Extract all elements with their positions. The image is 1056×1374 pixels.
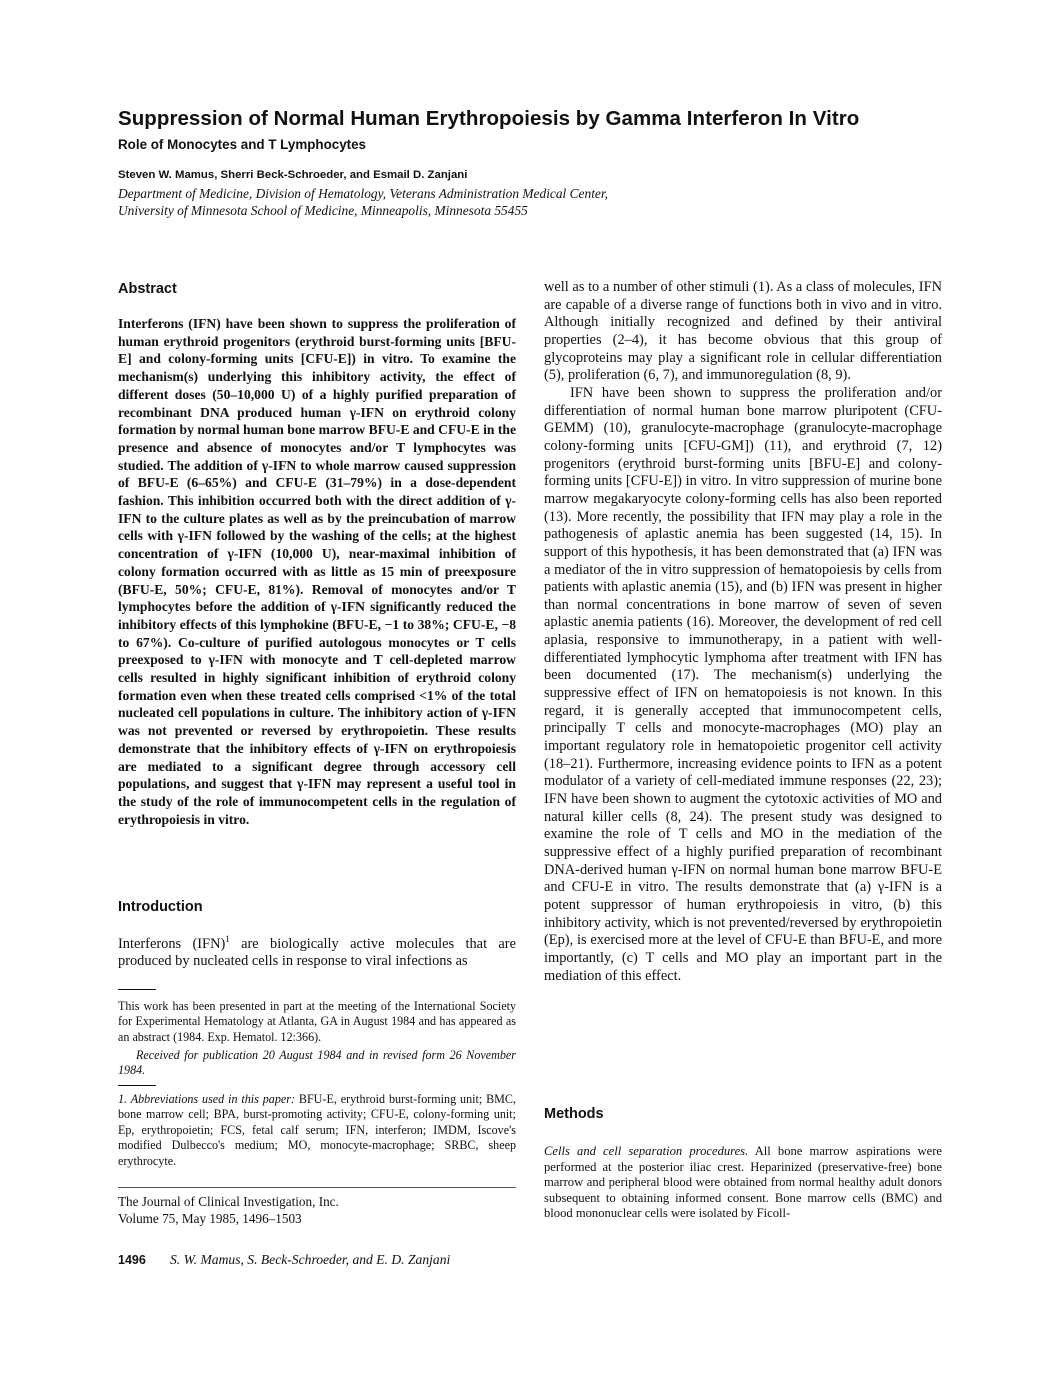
abbrev-label: 1. Abbreviations used in this paper:	[118, 1092, 295, 1106]
methods-paragraph: All bone marrow aspirations were performed at the posterior iliac crest. Heparinized (preservative-free) bone marrow and peripheral blood were obtained from normal healthy adult donors subsequent to obtaining informed consent. Bone marrow cells (BMC) and blood mononuclear cells were isolated by Ficoll-	[544, 1144, 942, 1221]
footnote-divider-2	[118, 1085, 156, 1086]
abbrev-text: BFU-E, erythroid burst-forming unit; BMC, bone marrow cell; BPA, burst-promoting activity; CFU-E, colony-forming unit; Ep, erythropoietin; FCS, fetal calf serum; IFN, interferon; IMDM, Iscove's modified Dulbecco's medium; MO, monocyte-macrophage; SRBC, sheep erythrocyte.	[118, 1092, 516, 1168]
methods-subheading: Cells and cell separation procedures.	[544, 1144, 749, 1158]
journal-name: The Journal of Clinical Investigation, Inc.	[118, 1194, 339, 1209]
intro-start: Interferons (IFN)	[118, 935, 226, 952]
introduction-text-right	[544, 279, 942, 985]
intro-rest: are biologically active molecules that are produced by nucleated cells in response to viral infections as	[118, 935, 516, 970]
author-list: Steven W. Mamus, Sherri Beck-Schroeder, and Esmail D. Zanjani	[118, 169, 468, 181]
journal-divider	[118, 1187, 516, 1188]
footnote-presented: This work has been presented in part at the meeting of the International Society for Experimental Hematology at Atlanta, GA in August 1984 and has appeared as an abstract (1984. Exp. Hematol. 12:366).	[118, 999, 516, 1044]
abstract-heading: Abstract	[118, 281, 177, 297]
journal-volume: Volume 75, May 1985, 1496–1503	[118, 1211, 302, 1226]
paper-subtitle: Role of Monocytes and T Lymphocytes	[118, 137, 367, 152]
affiliation-line-2: University of Minnesota School of Medicine, Minneapolis, Minnesota 55455	[118, 203, 528, 218]
intro-paragraph-2: IFN have been shown to suppress the proliferation and/or differentiation of normal human bone marrow pluripotent (CFU-GEMM) (10), granulocyte-macrophage (granulocyte-macrophage colony-forming units [CFU-GM]) (11), and erythroid (7, 12) progenitors (erythroid burst-forming units [BFU-E] and colony-forming units [CFU-E]) in vitro. In vitro suppression of murine bone marrow megakaryocyte colony-forming cells has also been reported (13). More recently, the possibility that IFN may play a role in the pathogenesis of aplastic anemia has been suggested (14, 15). In support of this hypothesis, it has been demonstrated that (a) IFN was a mediator of the in vitro suppression of hematopoiesis by cells from patients with aplastic anemia (15), and (b) IFN was present in higher than normal concentrations in bone marrow of seven of seven aplastic anemia patients (16). Moreover, the development of red cell aplasia, responsive to immunotherapy, in a patient with well-differentiated lymphocytic lymphoma after treatment with IFN has been documented (17). The mechanism(s) underlying the suppressive effect of IFN on hematopoiesis is not known. In this regard, it is generally accepted that immunocompetent cells, principally T cells and monocyte-macrophages (MO) play an important regulatory role in hematopoietic progenitor cell activity (18–21). Furthermore, increasing evidence points to IFN as a potent modulator of a variety of cell-mediated immune responses (22, 23); IFN have been shown to augment the cytotoxic activities of MO and natural killer cells (8, 24). The present study was designed to examine the role of T cells and MO in the mediation of the suppressive effect of a highly purified preparation of recombinant DNA-derived human γ-IFN on normal human bone marrow BFU-E and CFU-E in vitro. The results demonstrate that (a) γ-IFN is a potent suppressor of human erythropoiesis in vitro, (b) this inhibitory activity, which is not prevented/reversed by erythropoietin (Ep), is exercised more at the level of CFU-E than BFU-E, and more importantly, (c) T cells and MO play an important part in the mediation of this effect.	[544, 384, 942, 984]
intro-paragraph-1: well as to a number of other stimuli (1). As a class of molecules, IFN are capable of a diverse range of functions both in vivo and in vitro. Although initially recognized and defined by their antiviral properties (2–4), it has become obvious that this group of glycoproteins may play a significant role in cellular differentiation (5), proliferation (6, 7), and immunoregulation (8, 9).	[544, 279, 942, 384]
methods-text	[544, 1144, 942, 1222]
affiliation-line-1: Department of Medicine, Division of Hematology, Veterans Administration Medical Center,	[118, 186, 608, 201]
page-number: 1496	[118, 1253, 146, 1267]
introduction-heading: Introduction	[118, 899, 203, 915]
affiliation	[118, 185, 608, 219]
footnote-marker: 1	[225, 934, 230, 944]
footnote-abbreviations	[118, 1092, 516, 1169]
abstract-text: Interferons (IFN) have been shown to suppress the proliferation of human erythroid progenitors (erythroid burst-forming units [BFU-E] and colony-forming units [CFU-E]) in vitro. To examine the mechanism(s) underlying this inhibitory activity, the effect of different doses (50–10,000 U) of a highly purified preparation of recombinant DNA produced human γ-IFN on erythroid colony formation by normal human bone marrow BFU-E and CFU-E in the presence and absence of monocytes and/or T lymphocytes was studied. The addition of γ-IFN to whole marrow caused suppression of BFU-E (6–65%) and CFU-E (31–79%) in a dose-dependent fashion. This inhibition occurred both with the direct addition of γ-IFN to the culture plates as well as by the preincubation of marrow cells with γ-IFN followed by the washing of the cells; at the highest concentration of γ-IFN (10,000 U), near-maximal inhibition of colony formation occurred with as little as 15 min of preexposure (BFU-E, 50%; CFU-E, 81%). Removal of monocytes and/or T lymphocytes before the addition of γ-IFN significantly reduced the inhibitory effects of this lymphokine (BFU-E, −1 to 38%; CFU-E, −8 to 67%). Co-culture of purified autologous monocytes or T cells preexposed to γ-IFN with monocyte and T cell-depleted marrow cells resulted in highly significant inhibition of erythroid colony formation even when these treated cells comprised <1% of the total nucleated cell populations in culture. The inhibitory action of γ-IFN was not prevented or reversed by erythropoietin. These results demonstrate that the inhibitory effects of γ-IFN on erythropoiesis are mediated to a significant degree through accessory cell populations, and suggest that γ-IFN may represent a useful tool in the study of the role of immunocompetent cells in the regulation of erythropoiesis in vitro.	[118, 316, 516, 827]
footnote-divider	[118, 989, 156, 990]
methods-heading: Methods	[544, 1106, 604, 1122]
introduction-text-left	[118, 931, 516, 971]
running-authors: S. W. Mamus, S. Beck-Schroeder, and E. D. Zanjani	[170, 1252, 451, 1267]
journal-info	[118, 1193, 339, 1227]
paper-title: Suppression of Normal Human Erythropoiesis by Gamma Interferon In Vitro	[118, 107, 860, 130]
footnote-received: Received for publication 20 August 1984 and in revised form 26 November 1984.	[118, 1048, 516, 1078]
